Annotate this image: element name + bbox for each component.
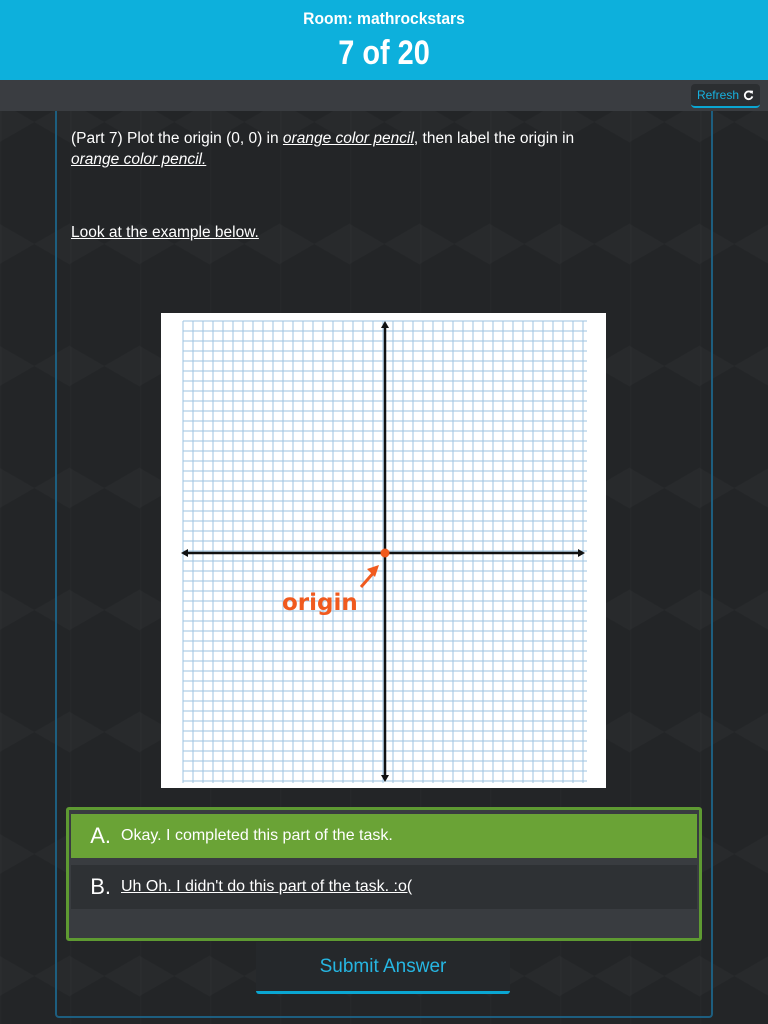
submit-answer-button[interactable]: Submit Answer: [256, 942, 510, 994]
origin-label: origin: [282, 590, 358, 616]
answer-choices: [66, 807, 702, 941]
choice-a-letter: A.: [90, 823, 111, 848]
question-emphasis-1: orange color pencil: [282, 130, 414, 147]
room-name: Room: mathrockstars: [303, 9, 465, 28]
choice-b[interactable]: [71, 865, 697, 909]
x-axis-right-arrow-icon: [578, 549, 585, 557]
header-bar: [0, 0, 768, 80]
example-link[interactable]: Look at the example below.: [71, 224, 259, 241]
question-text: [71, 128, 611, 170]
choice-a-text: Okay. I completed this part of the task.: [121, 827, 393, 844]
coordinate-grid-image: [161, 313, 606, 788]
question-progress: 7 of 20: [338, 34, 430, 72]
example-graph: [161, 313, 606, 788]
origin-point: [381, 549, 390, 558]
choice-b-letter: B.: [90, 874, 111, 899]
question-middle: , then label the origin in: [413, 130, 575, 147]
question-prefix: (Part 7) Plot the origin (0, 0) in: [71, 130, 283, 147]
refresh-label: Refresh: [696, 88, 739, 102]
origin-arrow-icon: [361, 565, 379, 587]
refresh-icon: [743, 90, 754, 101]
x-axis-left-arrow-icon: [181, 549, 188, 557]
choice-b-text: Uh Oh. I didn't do this part of the task. :o(: [121, 878, 413, 895]
question-emphasis-2: orange color pencil.: [71, 151, 207, 168]
refresh-button[interactable]: [691, 84, 760, 108]
toolbar: [0, 80, 768, 111]
y-axis-top-arrow-icon: [381, 321, 389, 328]
choice-a[interactable]: [71, 814, 697, 858]
